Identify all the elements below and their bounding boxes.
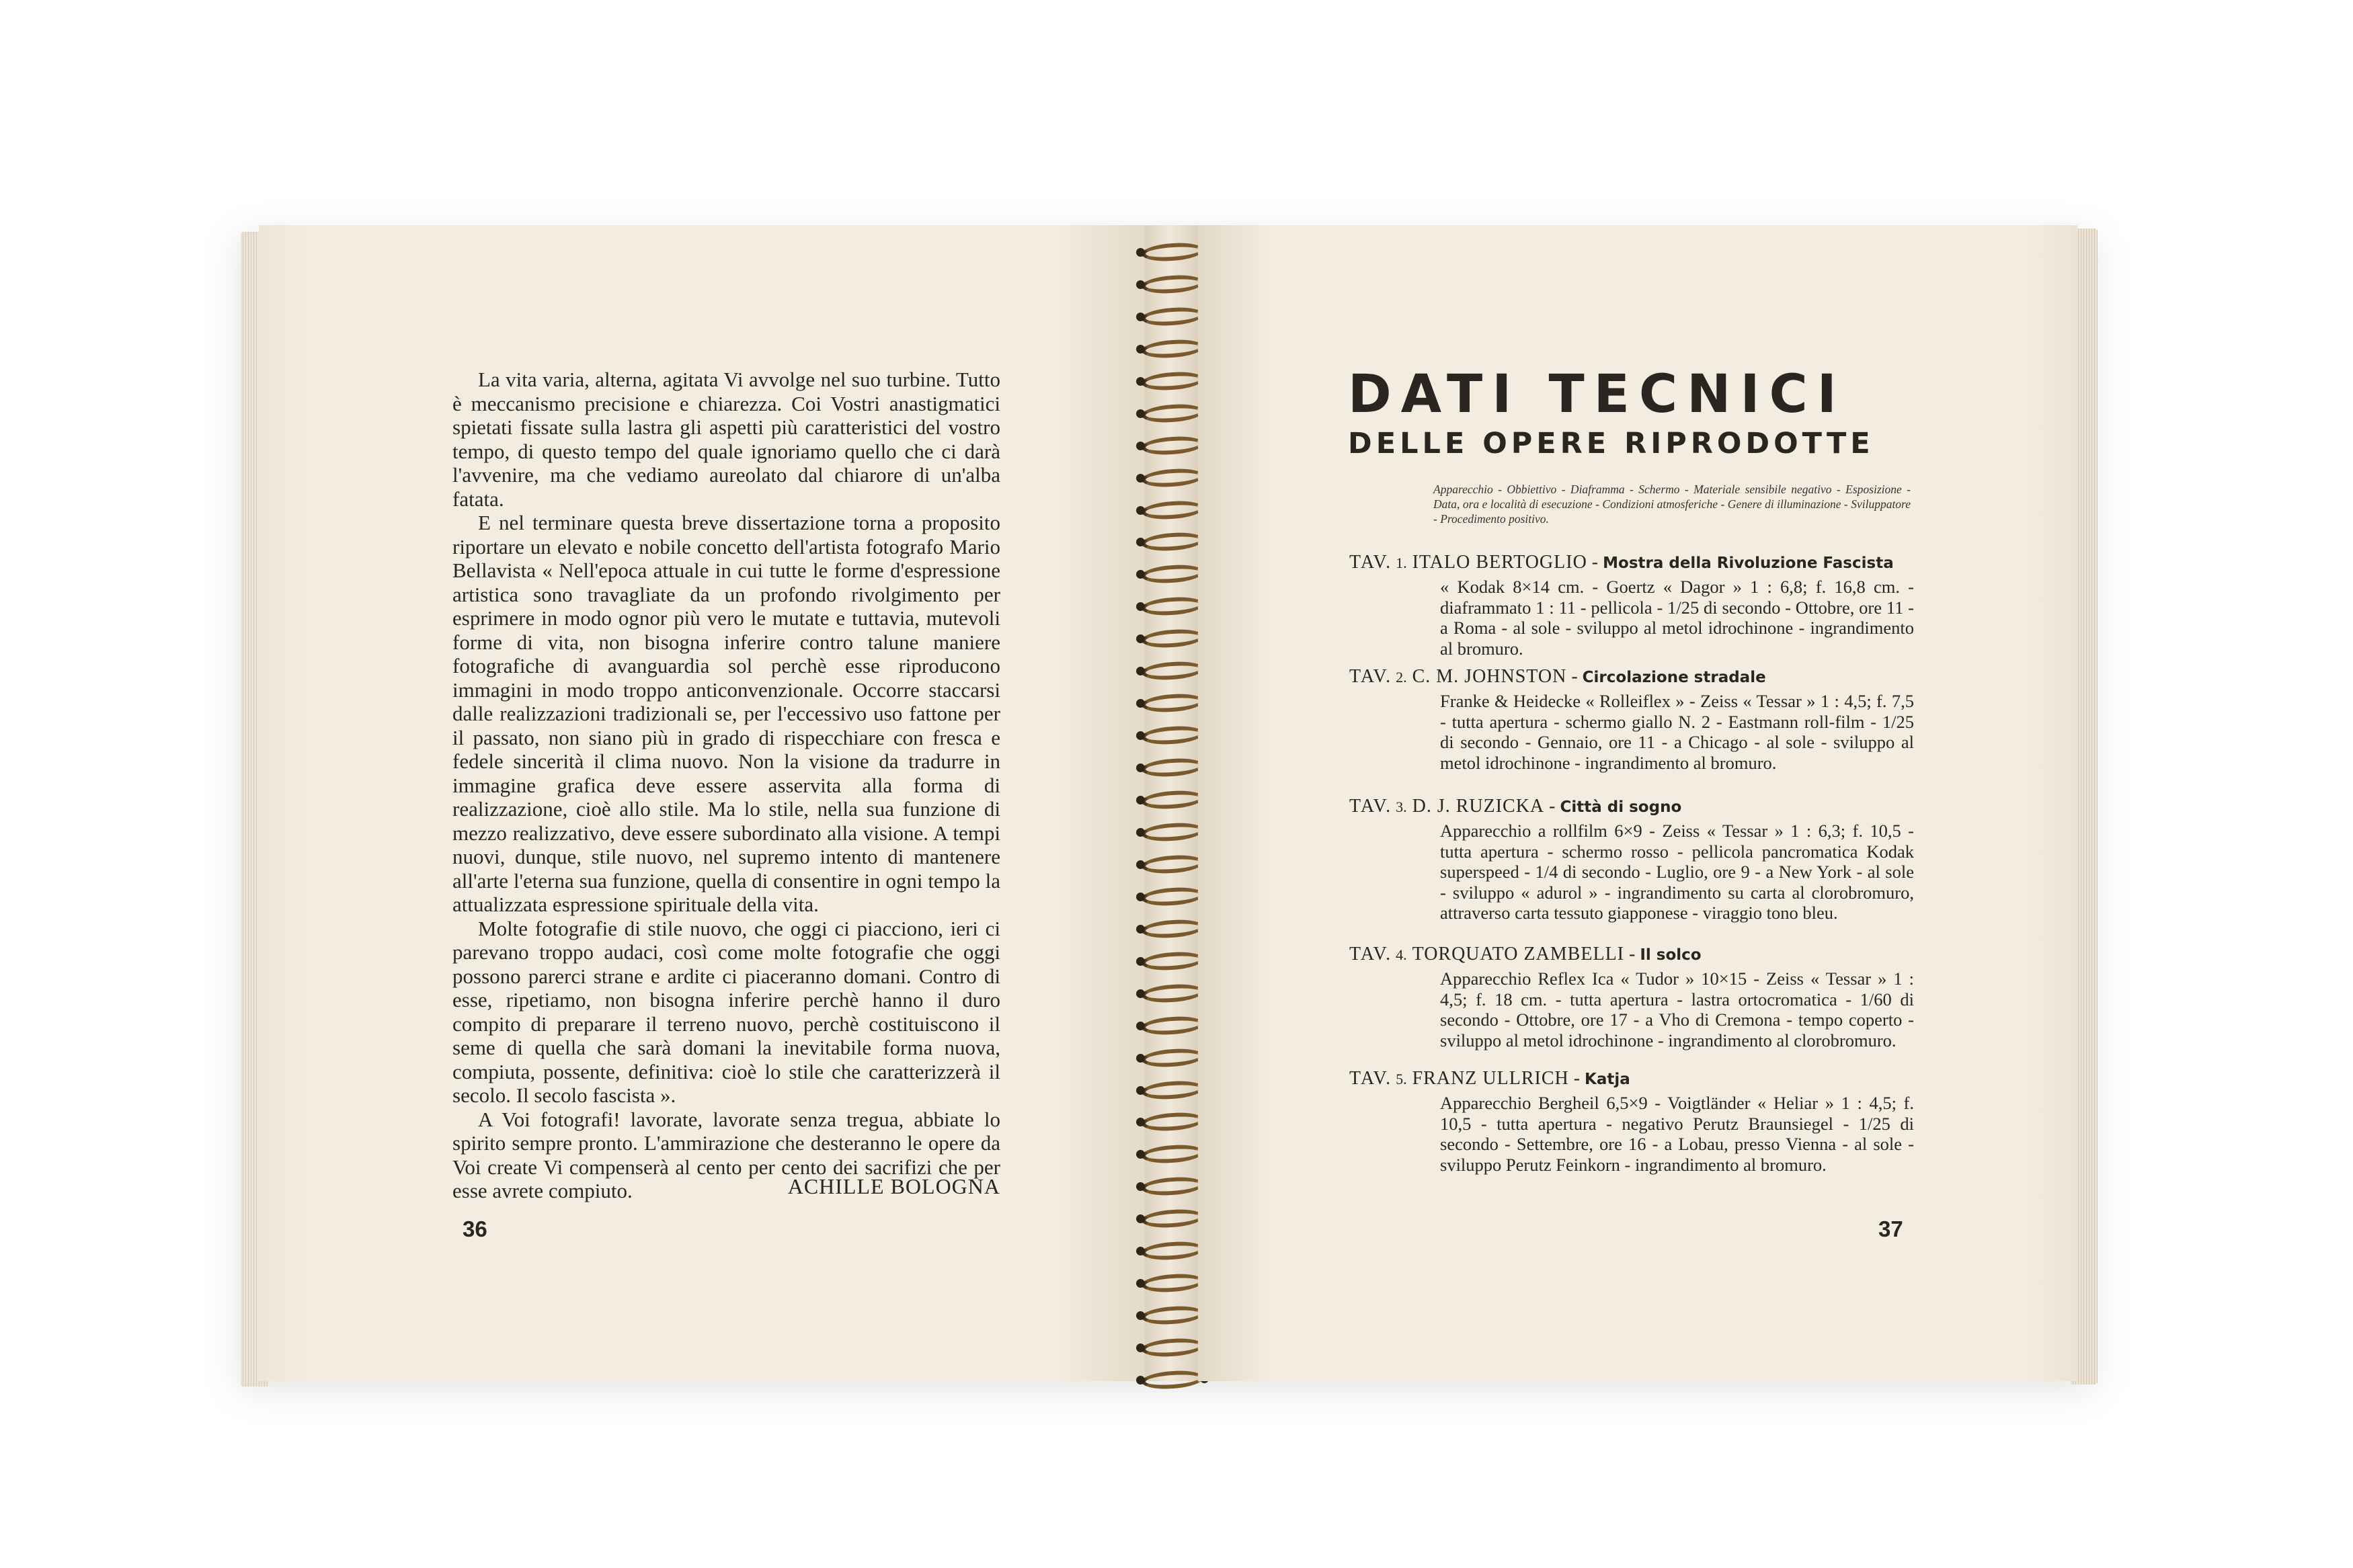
left-page-text xyxy=(452,368,1000,1203)
plate-title: Mostra della Rivoluzione Fascista xyxy=(1603,554,1894,572)
punch-hole xyxy=(1136,1022,1145,1030)
punch-hole xyxy=(1136,1118,1145,1126)
punch-hole xyxy=(1136,796,1145,804)
punch-hole xyxy=(1136,313,1145,321)
plate-details: « Kodak 8×14 cm. - Goertz « Dagor » 1 : 6,8; f. 16,8 cm. - diaframmato 1 : 11 - pellicola - 1/25 di secondo - Ottobre, ore 11 - a Roma - al sole - sviluppo al metol idrochinone - ingrandimento al bromuro. xyxy=(1440,577,1914,659)
plate-number: 2. xyxy=(1396,669,1407,686)
paragraph: Molte fotografie di stile nuovo, che oggi ci piacciono, ieri ci parevano troppo audaci, così come molte fotografie che oggi possono parerci strane e ardite ci piaceranno domani. Contro di esse, ripetiamo, non bisogna inferire perchè hanno il duro compito di preparare il terreno nuovo, perchè costituiscono il seme di quella che sarà domani la inevitabile forma nuova, compiuta, possente, definitiva: cioè lo stile che caratterizzerà il secolo. Il secolo fascista ». xyxy=(452,916,1000,1107)
author-signature: ACHILLE BOLOGNA xyxy=(787,1174,1000,1198)
plate-number: 5. xyxy=(1396,1071,1407,1087)
page-number-right: 37 xyxy=(1878,1216,1903,1241)
punch-hole xyxy=(1136,1344,1145,1352)
paragraph: E nel terminare questa breve dissertazione torna a proposito riportare un elevato e nobile concetto dell'artista fotografo Mario Bellavista « Nell'epoca attuale in cui tutte le forme d'espressione artistica sono travagliate da un profondo rivolgimento per esprimere in modo ognor più vero le mutate e tuttavia, mutevoli forme di vita, non bisogna inferire contro talune maniere fotografiche di avanguardia sol perchè esse riproducono immagini in modo troppo anticonvenzionale. Occorre staccarsi dalle realizzazioni tradizionali se, per l'eccessivo uso fattone per il passato, non siano più in grado di rispecchiare con fresca e fedele sincerità il clima nuovo. Non la visione da tradurre in immagine grafica deve essere asservita alla forma di realizzazione, cioè allo stile. Ma lo stile, nella sua funzione di mezzo realizzativo, deve essere subordinato alla visione. A tempi nuovi, dunque, stile nuovo, nel supremo intento di mantenere all'arte l'eterna sua funzione, quella di consentire in ogni tempo la attualizzata espressione spirituale della vita. xyxy=(452,511,1000,916)
page-subtitle: DELLE OPERE RIPRODOTTE xyxy=(1348,427,1874,460)
plate-entry: TAV. 1. ITALO BERTOGLIO - Mostra della Rivoluzione Fascista « Kodak 8×14 cm. - Goertz « Dagor » 1 : 6,8; f. 16,8 cm. - diaframmato 1 : 11 - pellicola - 1/25 di secondo - Ottobre, ore 11 - a Roma - al sole - sviluppo al metol idrochinone - ingrandimento al bromuro. xyxy=(1349,552,1914,659)
punch-hole xyxy=(1136,1376,1145,1385)
plate-number: 1. xyxy=(1396,554,1407,571)
plate-details: Apparecchio Reflex Ica « Tudor » 10×15 - Zeiss « Tessar » 1 : 4,5; f. 18 cm. - tutta apertura - lastra ortocromatica - 1/60 di secondo - Ottobre, ore 17 - a Vho di Cremona - tempo coperto - sviluppo al metol idrochinone - ingrandimento al clorobromuro. xyxy=(1440,968,1914,1050)
plate-title: Il solco xyxy=(1640,946,1702,964)
punch-hole xyxy=(1136,570,1145,579)
plate-author: C. M. JOHNSTON xyxy=(1412,666,1567,687)
punch-hole xyxy=(1136,860,1145,869)
punch-hole xyxy=(1136,764,1145,772)
punch-hole xyxy=(1136,248,1145,257)
plate-label: TAV. xyxy=(1349,1068,1392,1089)
page-title: DATI TECNICI xyxy=(1348,364,1846,425)
punch-hole xyxy=(1136,1214,1145,1223)
punch-hole xyxy=(1136,731,1145,740)
punch-hole xyxy=(1136,989,1145,998)
right-page xyxy=(1198,225,2077,1381)
punch-hole xyxy=(1136,280,1145,289)
punch-hole xyxy=(1136,957,1145,966)
punch-hole xyxy=(1136,602,1145,611)
punch-hole xyxy=(1136,1182,1145,1191)
plate-title: Katja xyxy=(1585,1071,1630,1088)
plate-details: Franke & Heidecke « Rolleiflex » - Zeiss « Tessar » 1 : 4,5; f. 7,5 - tutta apertura - schermo giallo N. 2 - Eastmann roll-film - 1/25 di secondo - Gennaio, ore 11 - a Chicago - al sole - sviluppo al metol idrochinone - ingrandimento al bromuro. xyxy=(1440,691,1914,773)
plate-number: 4. xyxy=(1396,946,1407,963)
punch-hole xyxy=(1136,699,1145,708)
plate-author: TORQUATO ZAMBELLI xyxy=(1412,944,1624,964)
punch-hole xyxy=(1136,377,1145,386)
plate-author: D. J. RUZICKA xyxy=(1412,796,1545,817)
punch-hole xyxy=(1136,1311,1145,1320)
punch-hole xyxy=(1136,828,1145,837)
punch-hole xyxy=(1136,1086,1145,1095)
plate-title: Circolazione stradale xyxy=(1582,669,1766,686)
header-note: Apparecchio - Obbiettivo - Diaframma - Schermo - Materiale sensibile negativo - Esposizione - Data, ora e località di esecuzione - Condizioni atmosferiche - Genere di illuminazione - Sviluppatore - Procedimento positivo. xyxy=(1433,483,1911,526)
punch-hole xyxy=(1136,1247,1145,1255)
plate-entry: TAV. 2. C. M. JOHNSTON - Circolazione stradale Franke & Heidecke « Rolleiflex » - Zeiss « Tessar » 1 : 4,5; f. 7,5 - tutta apertura - schermo giallo N. 2 - Eastmann roll-film - 1/25 di secondo - Gennaio, ore 11 - a Chicago - al sole - sviluppo al metol idrochinone - ingrandimento al bromuro. xyxy=(1349,666,1914,773)
plate-entry: TAV. 5. FRANZ ULLRICH - Katja Apparecchio Bergheil 6,5×9 - Voigtländer « Heliar » 1 : 4,5; f. 10,5 - tutta apertura - negativo Perutz Braunsiegel - 1/25 di secondo - Settembre, ore 16 - a Lobau, presso Vienna - al sole - sviluppo Perutz Feinkorn - ingrandimento al bromuro. xyxy=(1349,1068,1914,1175)
punch-hole xyxy=(1136,506,1145,515)
punch-hole xyxy=(1136,1054,1145,1063)
plate-label: TAV. xyxy=(1349,796,1392,817)
punch-hole xyxy=(1136,442,1145,450)
plate-label: TAV. xyxy=(1349,944,1392,964)
plate-number: 3. xyxy=(1396,798,1407,815)
plate-author: ITALO BERTOGLIO xyxy=(1412,552,1587,573)
plate-details: Apparecchio a rollfilm 6×9 - Zeiss « Tessar » 1 : 6,3; f. 10,5 - tutta apertura - schermo rosso - pellicola pancromatica Kodak superspeed - 1/4 di secondo - Luglio, ore 9 - a New York - al sole - sviluppo « adurol » - ingrandimento su carta al clorobromuro, attraverso carta tessuto giapponese - viraggio tono bleu. xyxy=(1440,821,1914,923)
punch-hole xyxy=(1136,409,1145,418)
plate-title: Città di sogno xyxy=(1560,798,1682,816)
punch-hole xyxy=(1136,893,1145,901)
punch-hole xyxy=(1136,345,1145,354)
punch-hole xyxy=(1136,474,1145,483)
plate-label: TAV. xyxy=(1349,552,1392,573)
punch-hole xyxy=(1136,1150,1145,1159)
punch-hole xyxy=(1136,634,1145,643)
plate-entry: TAV. 3. D. J. RUZICKA - Città di sogno Apparecchio a rollfilm 6×9 - Zeiss « Tessar » 1 : 6,3; f. 10,5 - tutta apertura - schermo rosso - pellicola pancromatica Kodak superspeed - 1/4 di secondo - Luglio, ore 9 - a New York - al sole - sviluppo « adurol » - ingrandimento su carta al clorobromuro, attraverso carta tessuto giapponese - viraggio tono bleu. xyxy=(1349,796,1914,923)
plate-author: FRANZ ULLRICH xyxy=(1412,1068,1569,1089)
plate-entry: TAV. 4. TORQUATO ZAMBELLI - Il solco Apparecchio Reflex Ica « Tudor » 10×15 - Zeiss « Tessar » 1 : 4,5; f. 18 cm. - tutta apertura - lastra ortocromatica - 1/60 di secondo - Ottobre, ore 17 - a Vho di Cremona - tempo coperto - sviluppo al metol idrochinone - ingrandimento al clorobromuro. xyxy=(1349,944,1914,1050)
paragraph: A Voi fotografi! lavorate, lavorate senza tregua, abbiate lo spirito sempre pronto. L'ammirazione che desteranno le opere da Voi create Vi compenserà al cento per cento dei sacrifizi che per esse avrete compiuto. xyxy=(452,1107,1000,1202)
page-number-left: 36 xyxy=(463,1216,487,1241)
punch-hole xyxy=(1136,925,1145,934)
punch-hole xyxy=(1136,667,1145,675)
punch-hole xyxy=(1136,1279,1145,1288)
plate-label: TAV. xyxy=(1349,666,1392,687)
left-page xyxy=(259,225,1145,1381)
paragraph: La vita varia, alterna, agitata Vi avvolge nel suo turbine. Tutto è meccanismo precisione e chiarezza. Coi Vostri anastigmatici spietati fissate sulla lastra gli aspetti più caratteristici del vostro tempo, di questo tempo del quale ignoriamo quello che ci darà l'avvenire, ma che vediamo aureolato dal chiarore di un'alba fatata. xyxy=(452,368,1000,511)
plate-details: Apparecchio Bergheil 6,5×9 - Voigtländer « Heliar » 1 : 4,5; f. 10,5 - tutta apertura - negativo Perutz Braunsiegel - 1/25 di secondo - Settembre, ore 16 - a Lobau, presso Vienna - al sole - sviluppo Perutz Feinkorn - ingrandimento al bromuro. xyxy=(1440,1093,1914,1175)
punch-hole xyxy=(1136,538,1145,546)
